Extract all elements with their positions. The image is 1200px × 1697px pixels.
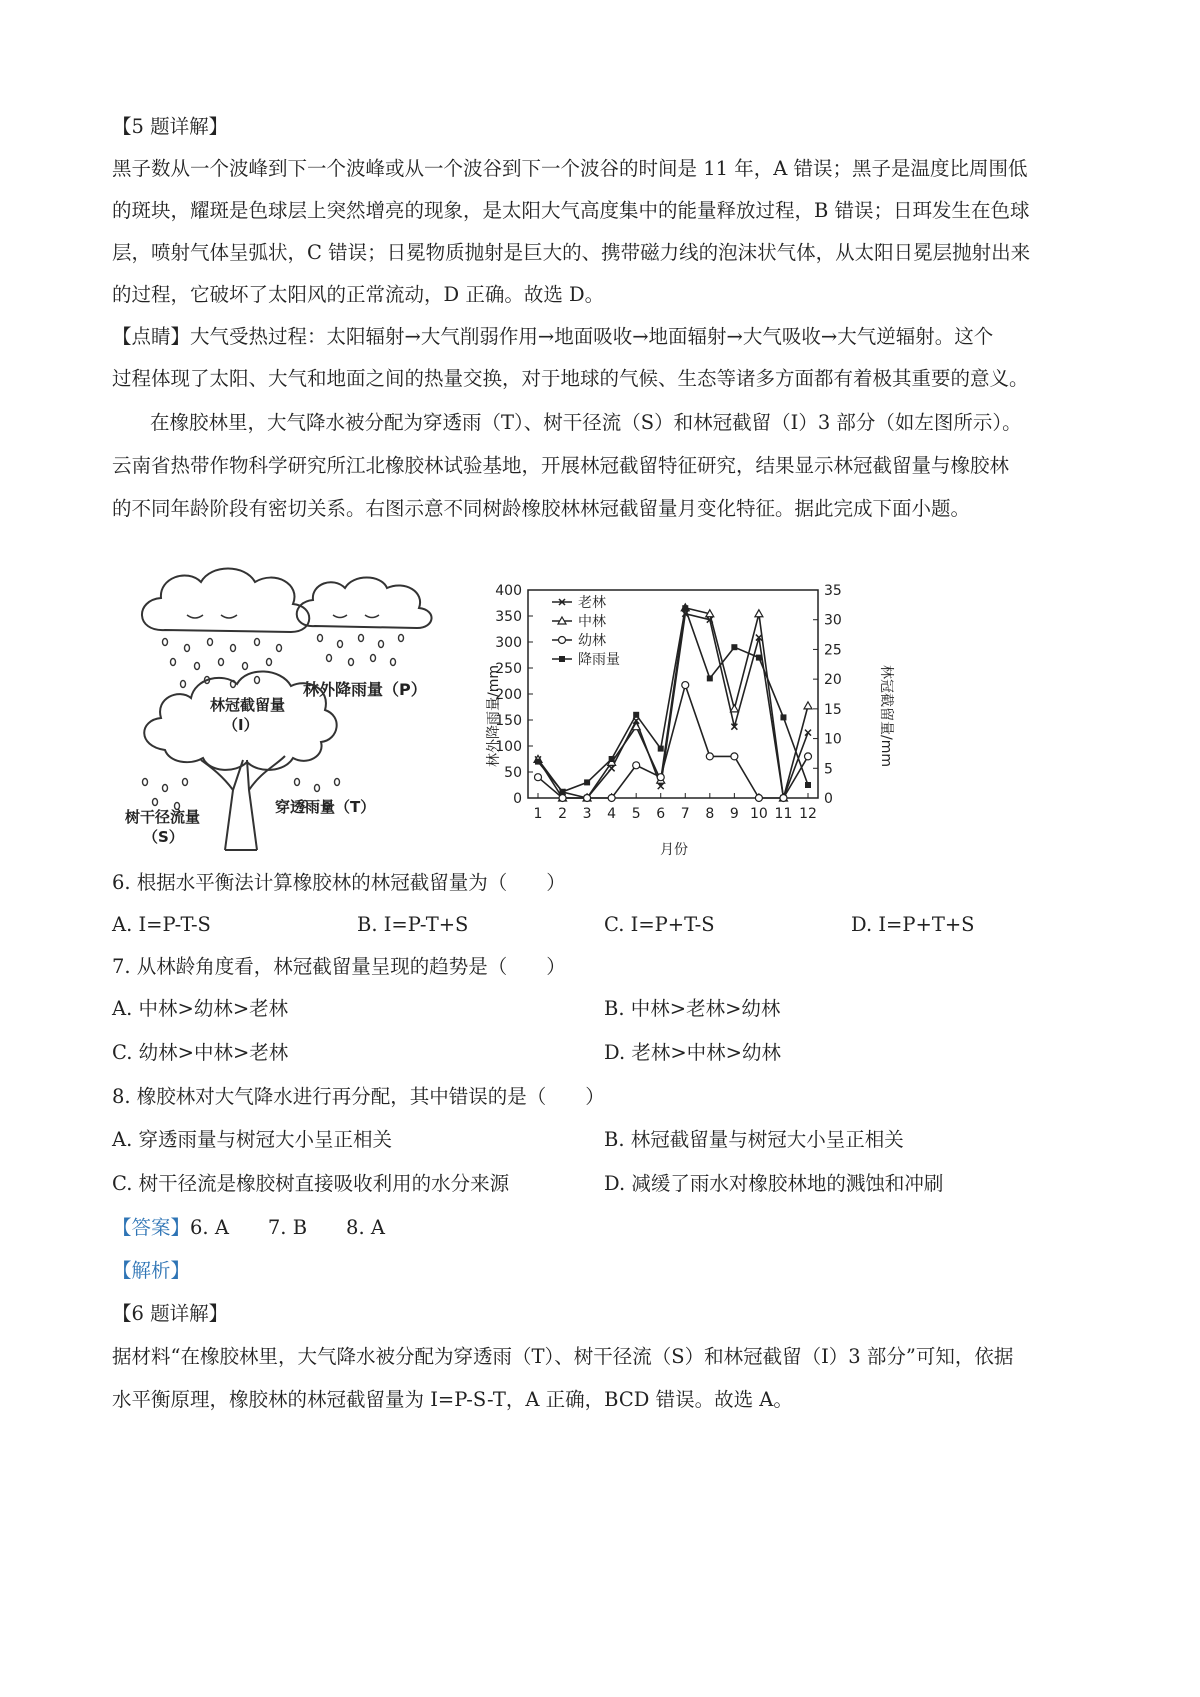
- series-4-point: [609, 756, 615, 762]
- y-right-tick-label: 0: [824, 791, 833, 807]
- series-3-point: [682, 682, 689, 689]
- q7-option-b[interactable]: B. 中林>老林>幼林: [604, 997, 781, 1020]
- y-left-tick-label: 300: [495, 635, 522, 651]
- analysis-label: 【解析】: [112, 1259, 191, 1282]
- series-2-point: [755, 610, 763, 617]
- series-4-point: [560, 789, 566, 795]
- q8-option-b[interactable]: B. 林冠截留量与树冠大小呈正相关: [604, 1128, 904, 1151]
- series-3-point: [559, 795, 566, 802]
- answer-label: 【答案】: [112, 1216, 191, 1239]
- x-axis-label: 月份: [660, 842, 688, 858]
- series-2-point: [804, 702, 812, 709]
- y-left-tick-label: 50: [504, 765, 522, 781]
- canopy-interception-label: 林冠截留量: [210, 696, 286, 714]
- stemflow-symbol: （S）: [143, 828, 184, 846]
- y-right-tick-label: 10: [824, 731, 842, 748]
- x-tick-label: 11: [774, 806, 793, 822]
- legend-label: 幼林: [578, 633, 606, 649]
- q8-option-a[interactable]: A. 穿透雨量与树冠大小呈正相关: [112, 1128, 392, 1151]
- series-4-point: [805, 782, 811, 788]
- sec6-paragraph-line-1: 据材料“在橡胶林里，大气降水被分配为穿透雨（T）、树干径流（S）和林冠截留（I）3 部分”可知，依据: [112, 1345, 1014, 1368]
- series-4-point: [731, 644, 737, 650]
- tip-text-1: 大气受热过程：太阳辐射→大气削弱作用→地面吸收→地面辐射→大气吸收→大气逆辐射。这个: [190, 325, 994, 348]
- material-line-3: 的不同年龄阶段有密切关系。右图示意不同树龄橡胶林林冠截留量月变化特征。据此完成下面小题。: [112, 497, 971, 520]
- canopy-interception-symbol: （I）: [223, 716, 259, 734]
- y-right-tick-label: 15: [824, 701, 842, 718]
- y-left-tick-label: 100: [495, 739, 522, 755]
- series-4-point: [707, 675, 713, 681]
- y-left-tick-label: 250: [495, 661, 522, 677]
- tip-line-2: 过程体现了太阳、大气和地面之间的热量交换，对于地球的气候、生态等诸多方面都有着极其重要的意义。: [112, 367, 1029, 390]
- series-3-point: [805, 753, 812, 760]
- x-tick-label: 2: [558, 806, 568, 822]
- q6-option-d[interactable]: D. I=P+T+S: [851, 913, 975, 936]
- legend-label: 降雨量: [578, 652, 620, 668]
- q8-stem: 8. 橡胶林对大气降水进行再分配，其中错误的是（ ）: [112, 1085, 605, 1108]
- tip-label: 【点睛】: [112, 325, 191, 348]
- y-left-tick-label: 150: [495, 713, 522, 729]
- series-4-point: [633, 712, 639, 718]
- rain-drops-left: [163, 639, 282, 688]
- series-4-point: [658, 746, 664, 752]
- legend-marker: [559, 637, 566, 644]
- series-3-point: [657, 774, 664, 781]
- series-3-point: [535, 774, 542, 781]
- y-axis-left-label: 林外降雨量/mm: [486, 665, 502, 767]
- outside-rain-label: 林外降雨量（P）: [303, 680, 427, 699]
- stemflow-label: 树干径流量: [125, 808, 201, 826]
- sec5-paragraph-line-1: 黑子数从一个波峰到下一个波峰或从一个波谷到下一个波谷的时间是 11 年，A 错误；黑子是温度比周围低: [112, 157, 1028, 180]
- cloud-right-icon: [297, 578, 432, 629]
- y-right-tick-label: 5: [824, 761, 833, 778]
- x-tick-label: 12: [799, 806, 817, 822]
- y-right-tick-label: 20: [824, 672, 842, 689]
- sec5-paragraph-line-3: 层，喷射气体呈弧状，C 错误；日冕物质抛射是巨大的、携带磁力线的泡沫状气体，从太阳日冕层抛射出来: [112, 241, 1031, 264]
- series-3-point: [780, 795, 787, 802]
- answer-line: [112, 1213, 385, 1243]
- rain-drops-right: [318, 635, 404, 666]
- q7-stem: 7. 从林龄角度看，林冠截留量呈现的趋势是（ ）: [112, 955, 566, 978]
- y-right-tick-label: 35: [824, 583, 842, 599]
- interception-line-chart: [478, 568, 898, 858]
- series-3-point: [608, 795, 615, 802]
- rain-partition-diagram: [125, 560, 455, 860]
- q6-option-b[interactable]: B. I=P-T+S: [357, 913, 469, 936]
- y-left-tick-label: 200: [495, 687, 522, 703]
- x-tick-label: 10: [749, 806, 768, 822]
- series-4-point: [682, 605, 688, 611]
- sec5-paragraph-line-2: 的斑块，耀斑是色球层上突然增亮的现象，是太阳大气高度集中的能量释放过程，B 错误；日珥发生在色球: [112, 199, 1030, 222]
- q8-option-d[interactable]: D. 减缓了雨水对橡胶林地的溅蚀和冲刷: [604, 1172, 944, 1195]
- series-3-point: [584, 795, 591, 802]
- legend-marker: [559, 656, 565, 662]
- sec5-paragraph-line-4: 的过程，它破坏了太阳风的正常流动，D 正确。故选 D。: [112, 283, 605, 306]
- legend-label: 老林: [578, 595, 606, 611]
- q8-option-c[interactable]: C. 树干径流是橡胶树直接吸收利用的水分来源: [112, 1172, 510, 1195]
- series-3-point: [755, 795, 762, 802]
- series-2-point: [730, 705, 738, 712]
- q6-option-c[interactable]: C. I=P+T-S: [604, 913, 715, 936]
- legend-label: 中林: [578, 614, 606, 630]
- x-tick-label: 3: [582, 806, 592, 822]
- x-tick-label: 5: [631, 806, 641, 822]
- y-left-tick-label: 400: [495, 583, 522, 599]
- q7-option-c[interactable]: C. 幼林>中林>老林: [112, 1041, 289, 1064]
- x-tick-label: 6: [656, 806, 666, 822]
- x-tick-label: 8: [705, 806, 715, 822]
- y-left-tick-label: 0: [513, 791, 522, 807]
- sec5-heading: 【5 题详解】: [112, 115, 229, 138]
- q6-stem: 6. 根据水平衡法计算橡胶林的林冠截留量为（ ）: [112, 871, 566, 894]
- material-line-2: 云南省热带作物科学研究所江北橡胶林试验基地，开展林冠截留特征研究，结果显示林冠截留量与橡胶林: [112, 454, 1010, 477]
- y-right-tick-label: 25: [824, 642, 842, 659]
- y-axis-right-label: 林冠截留量/mm: [878, 665, 894, 767]
- x-tick-label: 7: [680, 806, 690, 822]
- through-rain-label: 穿透雨量（T）: [275, 798, 376, 816]
- material-line-1: 在橡胶林里，大气降水被分配为穿透雨（T）、树干径流（S）和林冠截留（I）3 部分（如左图所示）。: [150, 411, 1022, 434]
- x-tick-label: 4: [607, 806, 617, 822]
- tip-line-1: [112, 322, 993, 352]
- y-right-tick-label: 30: [824, 612, 842, 629]
- series-4-point: [535, 759, 541, 765]
- answer-text: 6. A 7. B 8. A: [190, 1216, 385, 1239]
- series-3-point: [633, 762, 640, 769]
- series-4-point: [756, 655, 762, 661]
- series-3-point: [706, 753, 713, 760]
- q7-option-d[interactable]: D. 老林>中林>幼林: [604, 1041, 782, 1064]
- x-tick-label: 1: [533, 806, 543, 822]
- cloud-left-icon: [142, 569, 309, 633]
- series-4-point: [780, 714, 786, 720]
- q6-option-a[interactable]: A. I=P-T-S: [112, 913, 211, 936]
- series-3-point: [731, 753, 738, 760]
- y-left-tick-label: 350: [495, 609, 522, 625]
- x-tick-label: 9: [729, 806, 739, 822]
- sec6-paragraph-line-2: 水平衡原理，橡胶林的林冠截留量为 I=P-S-T，A 正确，BCD 错误。故选 A。: [112, 1388, 793, 1411]
- series-4-point: [584, 779, 590, 785]
- q7-option-a[interactable]: A. 中林>幼林>老林: [112, 997, 289, 1020]
- sec6-heading: 【6 题详解】: [112, 1302, 229, 1325]
